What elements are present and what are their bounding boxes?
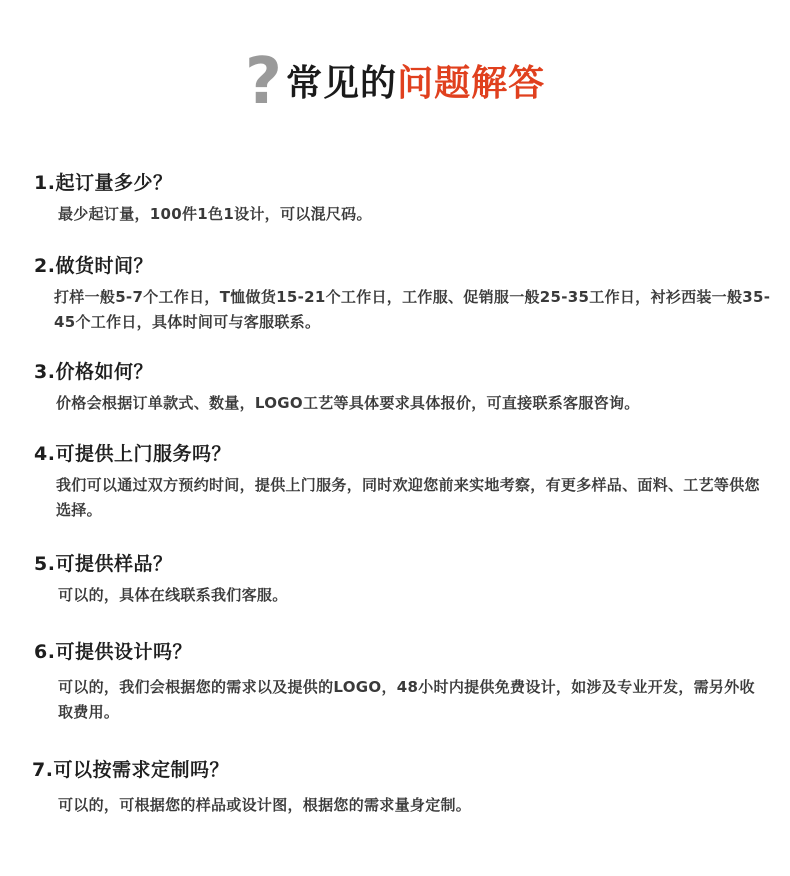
- faq-answer: 打样一般5-7个工作日，T恤做货15-21个工作日，工作服、促销服一般25-35工作日，衬衫西装一般35-45个工作日，具体时间可与客服联系。: [54, 288, 771, 331]
- faq-answer: 可以的，具体在线联系我们客服。: [58, 586, 288, 604]
- question-mark-icon: ?: [244, 45, 283, 119]
- faq-answer: 可以的，我们会根据您的需求以及提供的LOGO，48小时内提供免费设计，如涉及专业开发，需另外收取费用。: [58, 678, 755, 721]
- faq-answer: 我们可以通过双方预约时间，提供上门服务，同时欢迎您前来实地考察，有更多样品、面料、工艺等供您选择。: [56, 476, 760, 519]
- faq-question: 4.可提供上门服务吗？: [34, 443, 231, 465]
- faq-question: 2.做货时间？: [34, 255, 153, 277]
- page-title-part2: 问题解答: [397, 62, 546, 104]
- page-title-part1: 常见的: [286, 62, 398, 104]
- page-header: [0, 45, 790, 119]
- faq-question: 3.价格如何？: [34, 361, 153, 383]
- faq-answer: 价格会根据订单款式、数量，LOGO工艺等具体要求具体报价，可直接联系客服咨询。: [56, 394, 640, 412]
- faq-answer: 最少起订量，100件1色1设计，可以混尺码。: [58, 205, 372, 223]
- faq-question: 7.可以按需求定制吗？: [32, 759, 229, 781]
- faq-question: 1.起订量多少？: [34, 172, 173, 194]
- faq-answer: 可以的，可根据您的样品或设计图，根据您的需求量身定制。: [58, 796, 472, 814]
- faq-question: 6.可提供设计吗？: [34, 641, 192, 663]
- faq-question: 5.可提供样品？: [34, 553, 173, 575]
